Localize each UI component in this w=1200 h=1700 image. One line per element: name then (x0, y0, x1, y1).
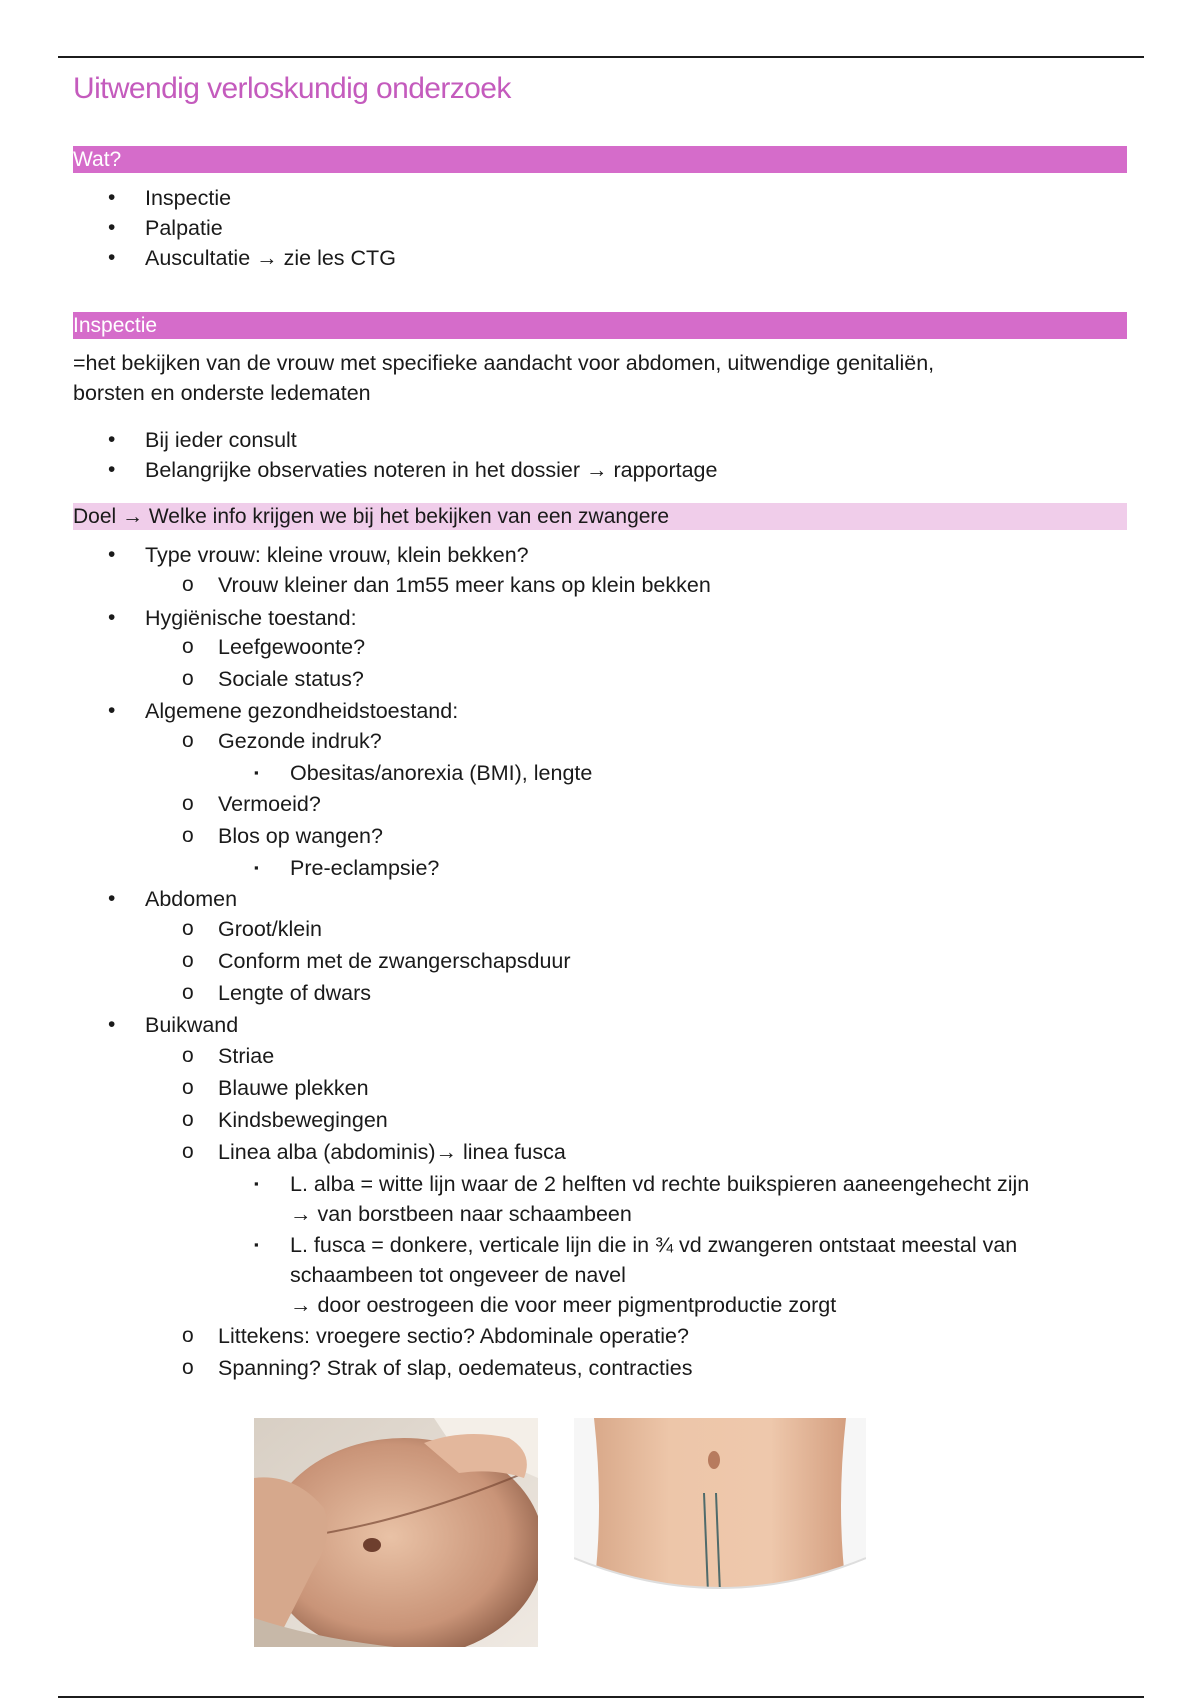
sub-bullet: o (182, 573, 194, 596)
sub-list-item: Conform met de zwangerschapsduur (218, 949, 571, 973)
section-heading-inspectie: Inspectie (73, 312, 1127, 339)
definition-line: =het bekijken van de vrouw met specifieke aandacht voor abdomen, uitwendige genitaliën, (73, 351, 935, 375)
list-item: Buikwand (145, 1013, 239, 1037)
sub-list-item: Kindsbewegingen (218, 1108, 388, 1132)
sub-sub-list-item: Pre-eclampsie? (290, 856, 440, 880)
sub-bullet: o (182, 917, 194, 940)
sub-bullet: o (182, 1356, 194, 1379)
sub-list-item: Vrouw kleiner dan 1m55 meer kans op klein bekken (218, 573, 711, 597)
sub-sub-list-item: L. fusca = donkere, verticale lijn die in ¾ vd zwangeren ontstaat meestal van (290, 1233, 1018, 1257)
section-heading-wat: Wat? (73, 146, 1127, 173)
bullet: • (108, 246, 116, 269)
sub-list-item: Leefgewoonte? (218, 635, 366, 659)
bullet: • (108, 606, 116, 629)
sub-bullet: o (182, 792, 194, 815)
sub-bullet: o (182, 949, 194, 972)
sub-sub-list-item: Obesitas/anorexia (BMI), lengte (290, 761, 593, 785)
sub-bullet: o (182, 1108, 194, 1131)
abdomen-linea-photo (574, 1418, 866, 1647)
sub-sub-list-item-continuation: schaambeen tot ongeveer de navel (290, 1263, 626, 1287)
bullet: • (108, 216, 116, 239)
pregnant-belly-illustration (254, 1418, 538, 1647)
sub-bullet: o (182, 824, 194, 847)
sub-bullet: o (182, 729, 194, 752)
definition-line: borsten en onderste ledematen (73, 381, 371, 405)
sub-list-item: Blauwe plekken (218, 1076, 369, 1100)
bullet: • (108, 458, 116, 481)
sub-list-item: Vermoeid? (218, 792, 321, 816)
sub-bullet: o (182, 667, 194, 690)
list-item: Bij ieder consult (145, 428, 297, 452)
sub-bullet: o (182, 1044, 194, 1067)
list-item: Inspectie (145, 186, 232, 210)
sub-list-item: Littekens: vroegere sectio? Abdominale operatie? (218, 1324, 689, 1348)
sub-sub-list-item-continuation: → door oestrogeen die voor meer pigmentproductie zorgt (290, 1293, 837, 1317)
bullet: • (108, 428, 116, 451)
list-item: Abdomen (145, 887, 238, 911)
sub-list-item: Blos op wangen? (218, 824, 383, 848)
sub-bullet: o (182, 1076, 194, 1099)
bullet: • (108, 1013, 116, 1036)
list-item: Algemene gezondheidstoestand: (145, 699, 459, 723)
sub-sub-bullet: ▪ (254, 1237, 259, 1252)
sub-list-item: Groot/klein (218, 917, 322, 941)
sub-sub-bullet: ▪ (254, 765, 259, 780)
bottom-rule (58, 1696, 1144, 1698)
sub-bullet: o (182, 635, 194, 658)
bullet: • (108, 887, 116, 910)
sub-list-item: Spanning? Strak of slap, oedemateus, contracties (218, 1356, 693, 1380)
bullet: • (108, 186, 116, 209)
sub-bullet: o (182, 1140, 194, 1163)
sub-list-item: Linea alba (abdominis)→ linea fusca (218, 1140, 566, 1164)
bullet: • (108, 699, 116, 722)
sub-list-item: Gezonde indruk? (218, 729, 382, 753)
sub-list-item: Striae (218, 1044, 275, 1068)
sub-sub-bullet: ▪ (254, 1176, 259, 1191)
abdomen-linea-illustration (574, 1418, 866, 1647)
top-rule (58, 56, 1144, 58)
sub-list-item: Lengte of dwars (218, 981, 371, 1005)
sub-sub-list-item-continuation: → van borstbeen naar schaambeen (290, 1202, 632, 1226)
sub-list-item: Sociale status? (218, 667, 364, 691)
list-item: Hygiënische toestand: (145, 606, 357, 630)
list-item: Auscultatie → zie les CTG (145, 246, 396, 270)
sub-bullet: o (182, 1324, 194, 1347)
sub-sub-bullet: ▪ (254, 860, 259, 875)
page-title: Uitwendig verloskundig onderzoek (73, 72, 511, 105)
section-heading-doel: Doel → Welke info krijgen we bij het bekijken van een zwangere (73, 503, 1127, 530)
list-item: Palpatie (145, 216, 223, 240)
list-item: Belangrijke observaties noteren in het dossier → rapportage (145, 458, 718, 482)
pregnant-belly-photo (254, 1418, 538, 1647)
list-item: Type vrouw: kleine vrouw, klein bekken? (145, 543, 529, 567)
bullet: • (108, 543, 116, 566)
sub-sub-list-item: L. alba = witte lijn waar de 2 helften vd rechte buikspieren aaneengehecht zijn (290, 1172, 1030, 1196)
sub-bullet: o (182, 981, 194, 1004)
